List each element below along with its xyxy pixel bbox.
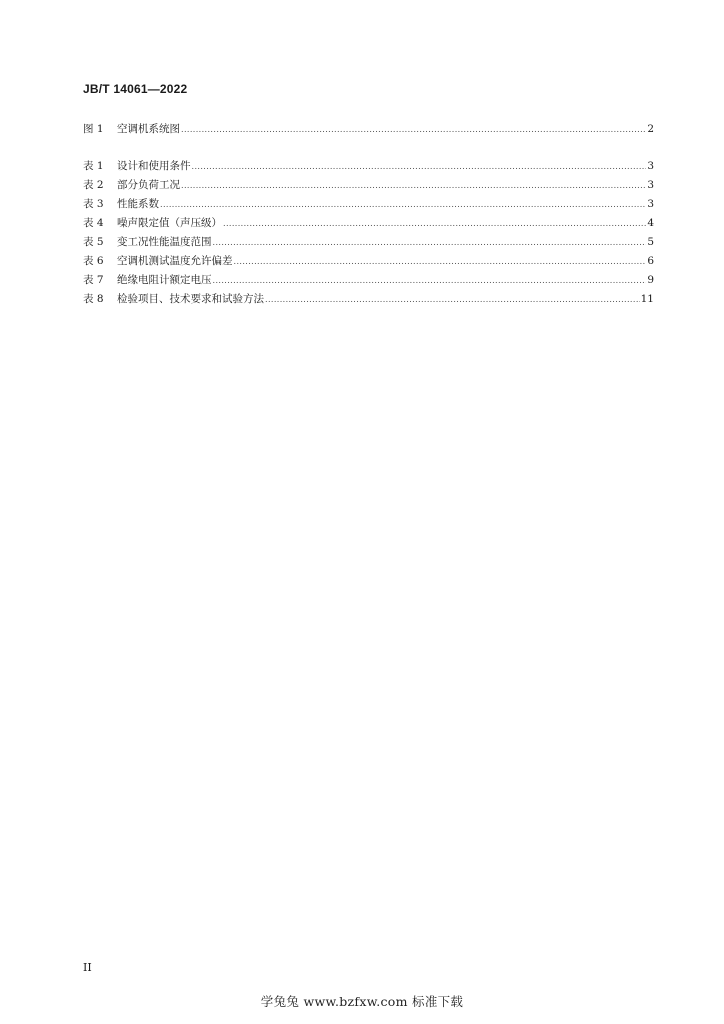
toc-entry-prefix: 表 2 [83, 179, 104, 191]
dot-leader [181, 120, 646, 139]
toc-entry-prefix: 表 6 [83, 255, 104, 267]
toc-entry-table-7[interactable] [83, 271, 654, 290]
toc-entry-table-1[interactable] [83, 157, 654, 176]
toc-entry-title: 性能系数 [117, 198, 159, 210]
figure-list [83, 120, 654, 139]
toc-entry-prefix: 图 1 [83, 123, 104, 135]
toc-entry-title: 部分负荷工况 [117, 179, 180, 191]
toc-entry-title: 空调机系统图 [117, 123, 180, 135]
toc-entry-title: 检验项目、技术要求和试验方法 [117, 293, 264, 305]
toc-entry-table-3[interactable] [83, 195, 654, 214]
toc-entry-page: 11 [640, 293, 654, 305]
dot-leader [160, 195, 646, 214]
dot-leader [192, 157, 647, 176]
toc-entry-prefix: 表 1 [83, 160, 104, 172]
dot-leader [213, 233, 647, 252]
toc-entry-title: 空调机测试温度允许偏差 [117, 255, 233, 267]
toc-entry-table-2[interactable] [83, 176, 654, 195]
dot-leader [265, 290, 640, 309]
dot-leader [213, 271, 647, 290]
toc-entry-page: 3 [647, 198, 654, 210]
toc-entry-title: 变工况性能温度范围 [117, 236, 212, 248]
toc-entry-title: 绝缘电阻计额定电压 [117, 274, 212, 286]
toc-entry-title: 噪声限定值（声压级） [117, 217, 222, 229]
dot-leader [234, 252, 647, 271]
page-number: II [83, 961, 92, 974]
footer-watermark: 学兔兔 www.bzfxw.com 标准下载 [260, 994, 464, 1009]
toc-entry-page: 6 [647, 255, 654, 267]
dot-leader [223, 214, 646, 233]
toc-entry-table-8[interactable] [83, 290, 654, 309]
toc-entry-title: 设计和使用条件 [117, 160, 191, 172]
toc-entry-page: 3 [647, 160, 654, 172]
toc-entry-prefix: 表 3 [83, 198, 104, 210]
toc-entry-page: 9 [647, 274, 654, 286]
toc-entry-prefix: 表 5 [83, 236, 104, 248]
toc-entry-table-4[interactable] [83, 214, 654, 233]
toc-entry-prefix: 表 8 [83, 293, 104, 305]
toc-entry-table-5[interactable] [83, 233, 654, 252]
toc-entry-page: 3 [647, 179, 654, 191]
toc-entry-page: 5 [647, 236, 654, 248]
toc-entry-prefix: 表 4 [83, 217, 104, 229]
toc-entry-page: 2 [647, 123, 654, 135]
dot-leader [181, 176, 646, 195]
toc-entry-prefix: 表 7 [83, 274, 104, 286]
table-list [83, 157, 654, 309]
toc-entry-table-6[interactable] [83, 252, 654, 271]
toc-entry-figure-1[interactable] [83, 120, 654, 139]
toc-entry-page: 4 [647, 217, 654, 229]
standard-code-header: JB/T 14061—2022 [83, 82, 188, 96]
